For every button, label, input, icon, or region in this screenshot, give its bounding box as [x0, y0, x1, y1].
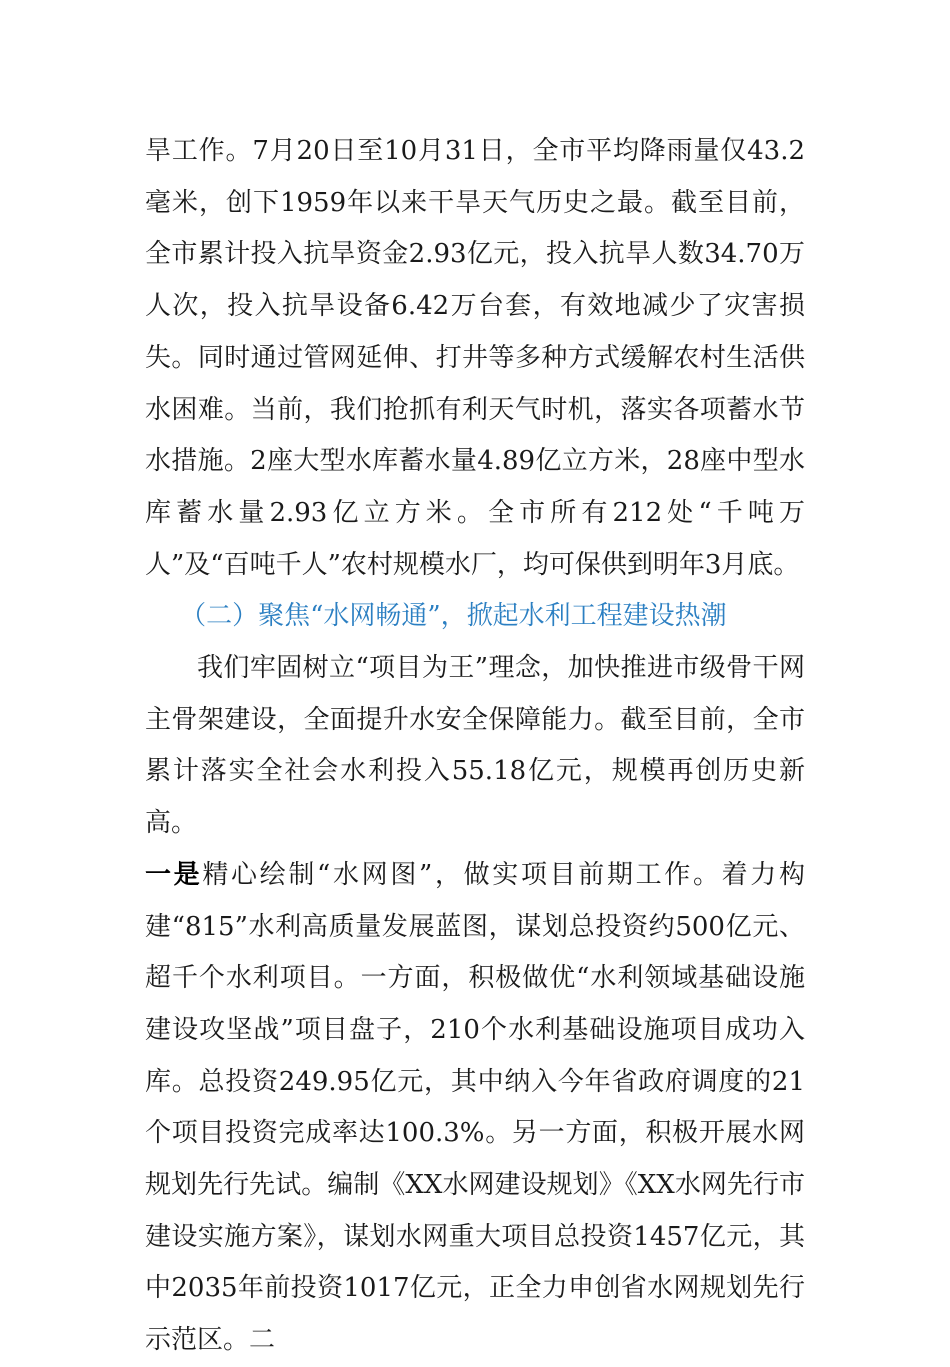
bold-lead-text: 一是	[145, 859, 203, 890]
paragraph-water-investment: 我们牢固树立“项目为王”理念，加快推进市级骨干网主骨架建设，全面提升水安全保障能力。截至目前，全市累计落实全社会水利投入55.18亿元，规模再创历史新高。	[145, 653, 805, 839]
document-page	[145, 126, 805, 1367]
section-heading-water-network: （二）聚焦“水网畅通”，掀起水利工程建设热潮	[180, 601, 727, 632]
paragraph-water-network-plan	[145, 850, 805, 1367]
paragraph-drought-relief: 旱工作。7月20日至10月31日，全市平均降雨量仅43.2毫米，创下1959年以来干旱天气历史之最。截至目前，全市累计投入抗旱资金2.93亿元，投入抗旱人数34.70万人次，投入抗旱设备6.42万台套，有效地减少了灾害损失。同时通过管网延伸、打井等多种方式缓解农村生活供水困难。当前，我们抢抓有利天气时机，落实各项蓄水节水措施。2座大型水库蓄水量4.89亿立方米，28座中型水库蓄水量2.93亿立方米。全市所有212处“千吨万人”及“百吨千人”农村规模水厂，均可保供到明年3月底。	[145, 136, 805, 580]
paragraph-body-text: 精心绘制“水网图”，做实项目前期工作。着力构建“815”水利高质量发展蓝图，谋划总投资约500亿元、超千个水利项目。一方面，积极做优“水利领域基础设施建设攻坚战”项目盘子，210个水利基础设施项目成功入库。总投资249.95亿元，其中纳入今年省政府调度的21个项目投资完成率达100.3%。另一方面，积极开展水网规划先行先试。编制《XX水网建设规划》《XX水网先行市建设实施方案》，谋划水网重大项目总投资1457亿元，其中2035年前投资1017亿元，正全力申创省水网规划先行示范区。二	[145, 859, 805, 1356]
